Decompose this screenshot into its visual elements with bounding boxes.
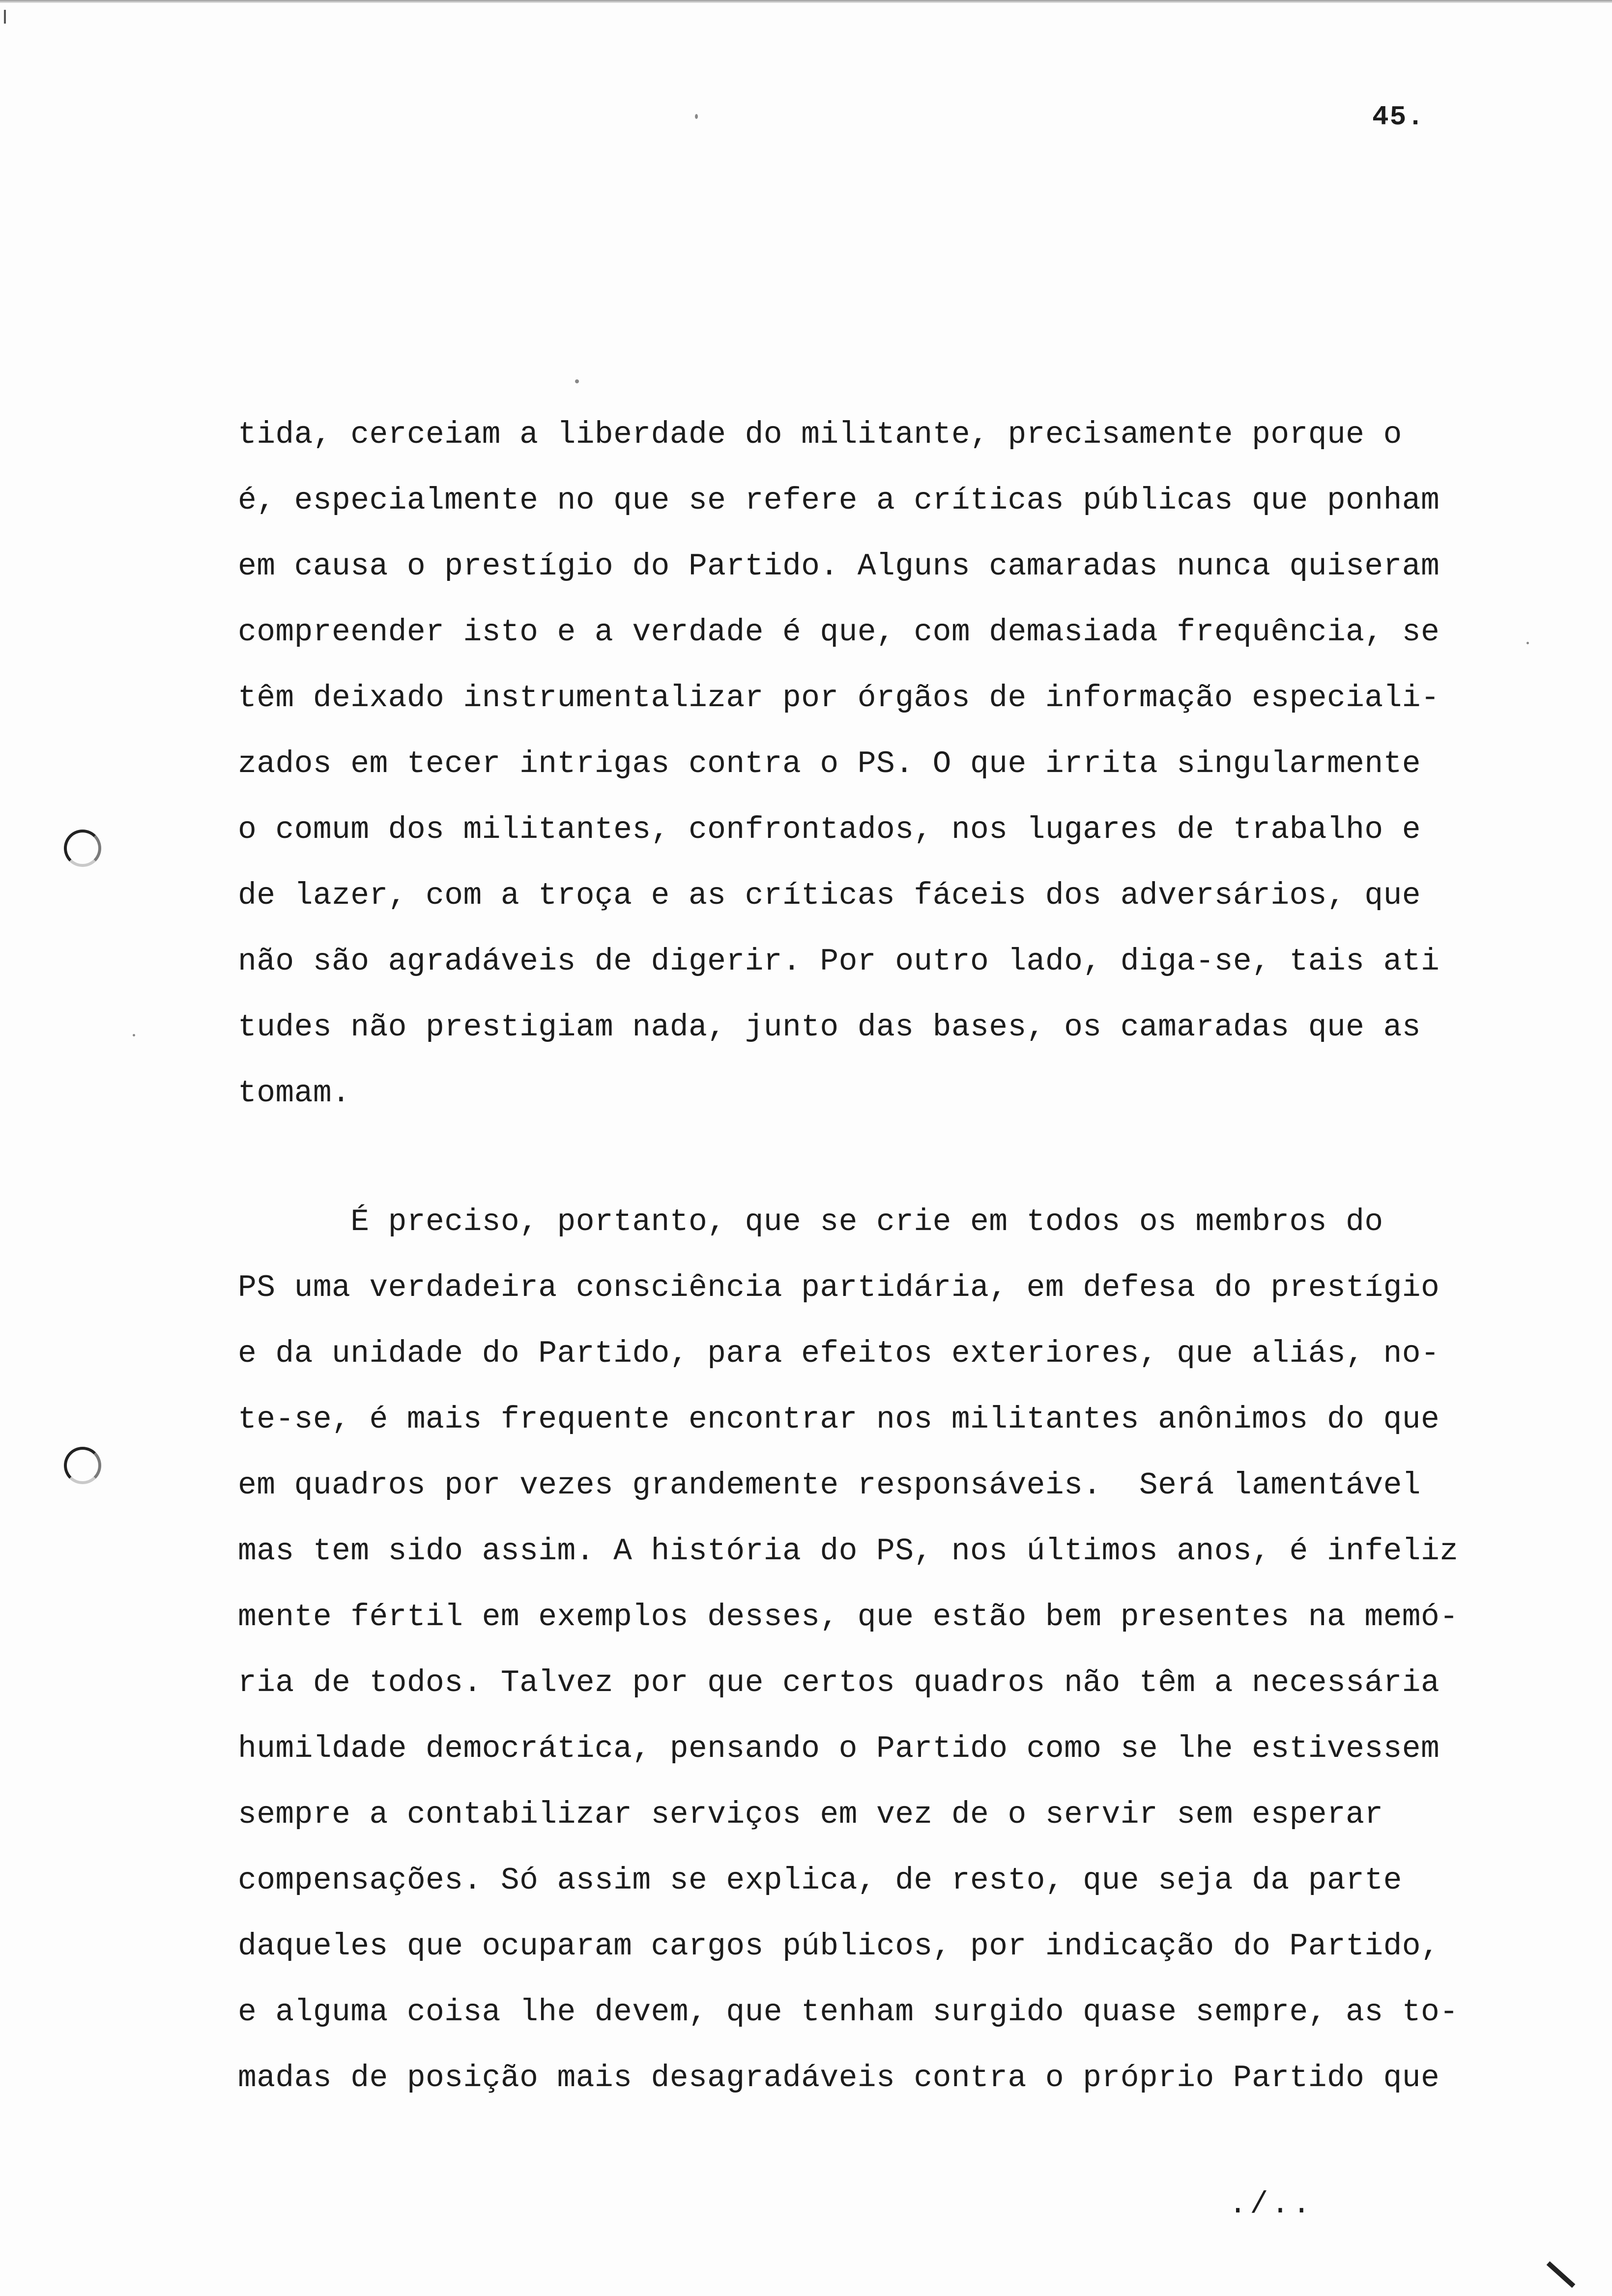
text-line: não são agradáveis de digerir. Por outro lado, diga-se, tais ati [238, 944, 1440, 979]
text-line: madas de posição mais desagradáveis contra o próprio Partido que [238, 2061, 1440, 2095]
text-line: em causa o prestígio do Partido. Alguns camaradas nunca quiseram [238, 549, 1440, 584]
text-line: o comum dos militantes, confrontados, nos lugares de trabalho e [238, 812, 1421, 847]
text-line: compensações. Só assim se explica, de resto, que seja da parte [238, 1863, 1402, 1898]
continuation-mark: ./.. [1229, 2187, 1314, 2222]
scan-speck [695, 114, 698, 119]
page-top-edge [0, 0, 1612, 3]
text-line: tomam. [238, 1076, 351, 1111]
text-line: de lazer, com a troça e as críticas fáceis dos adversários, que [238, 878, 1421, 913]
text-line: PS uma verdadeira consciência partidária, em defesa do prestígio [238, 1270, 1440, 1305]
text-line: e alguma coisa lhe devem, que tenham surgido quase sempre, as to- [238, 1995, 1459, 2030]
text-line: humildade democrática, pensando o Partido como se lhe estivessem [238, 1731, 1440, 1766]
text-line: É preciso, portanto, que se crie em todos os membros do [238, 1205, 1383, 1239]
text-line: mente fértil em exemplos desses, que estão bem presentes na memó- [238, 1600, 1459, 1635]
page-number: 45. [1372, 101, 1425, 133]
punch-hole-icon [64, 830, 101, 867]
text-line: te-se, é mais frequente encontrar nos militantes anônimos do que [238, 1402, 1440, 1437]
scan-speck [1526, 642, 1529, 644]
paragraph-1 [238, 402, 1506, 1126]
scan-speck [133, 1034, 135, 1036]
paragraph-2 [238, 1189, 1506, 2111]
corner-pen-mark [1547, 2261, 1576, 2288]
text-line: daqueles que ocuparam cargos públicos, por indicação do Partido, [238, 1929, 1440, 1964]
text-line: tudes não prestigiam nada, junto das bases, os camaradas que as [238, 1010, 1421, 1045]
text-line: mas tem sido assim. A história do PS, nos últimos anos, é infeliz [238, 1534, 1459, 1569]
margin-tick-mark [4, 10, 6, 24]
punch-hole-icon [64, 1447, 101, 1484]
text-line: compreender isto e a verdade é que, com demasiada frequência, se [238, 615, 1440, 650]
scan-speck [575, 379, 579, 383]
text-line: e da unidade do Partido, para efeitos exteriores, que aliás, no- [238, 1336, 1440, 1371]
text-line: sempre a contabilizar serviços em vez de o servir sem esperar [238, 1797, 1383, 1832]
text-line: em quadros por vezes grandemente responsáveis. Será lamentável [238, 1468, 1421, 1503]
text-line: é, especialmente no que se refere a críticas públicas que ponham [238, 483, 1440, 518]
text-line: têm deixado instrumentalizar por órgãos de informação especiali- [238, 681, 1440, 716]
text-line: tida, cerceiam a liberdade do militante, precisamente porque o [238, 417, 1402, 452]
text-line: ria de todos. Talvez por que certos quadros não têm a necessária [238, 1665, 1440, 1700]
text-line: zados em tecer intrigas contra o PS. O que irrita singularmente [238, 746, 1421, 781]
